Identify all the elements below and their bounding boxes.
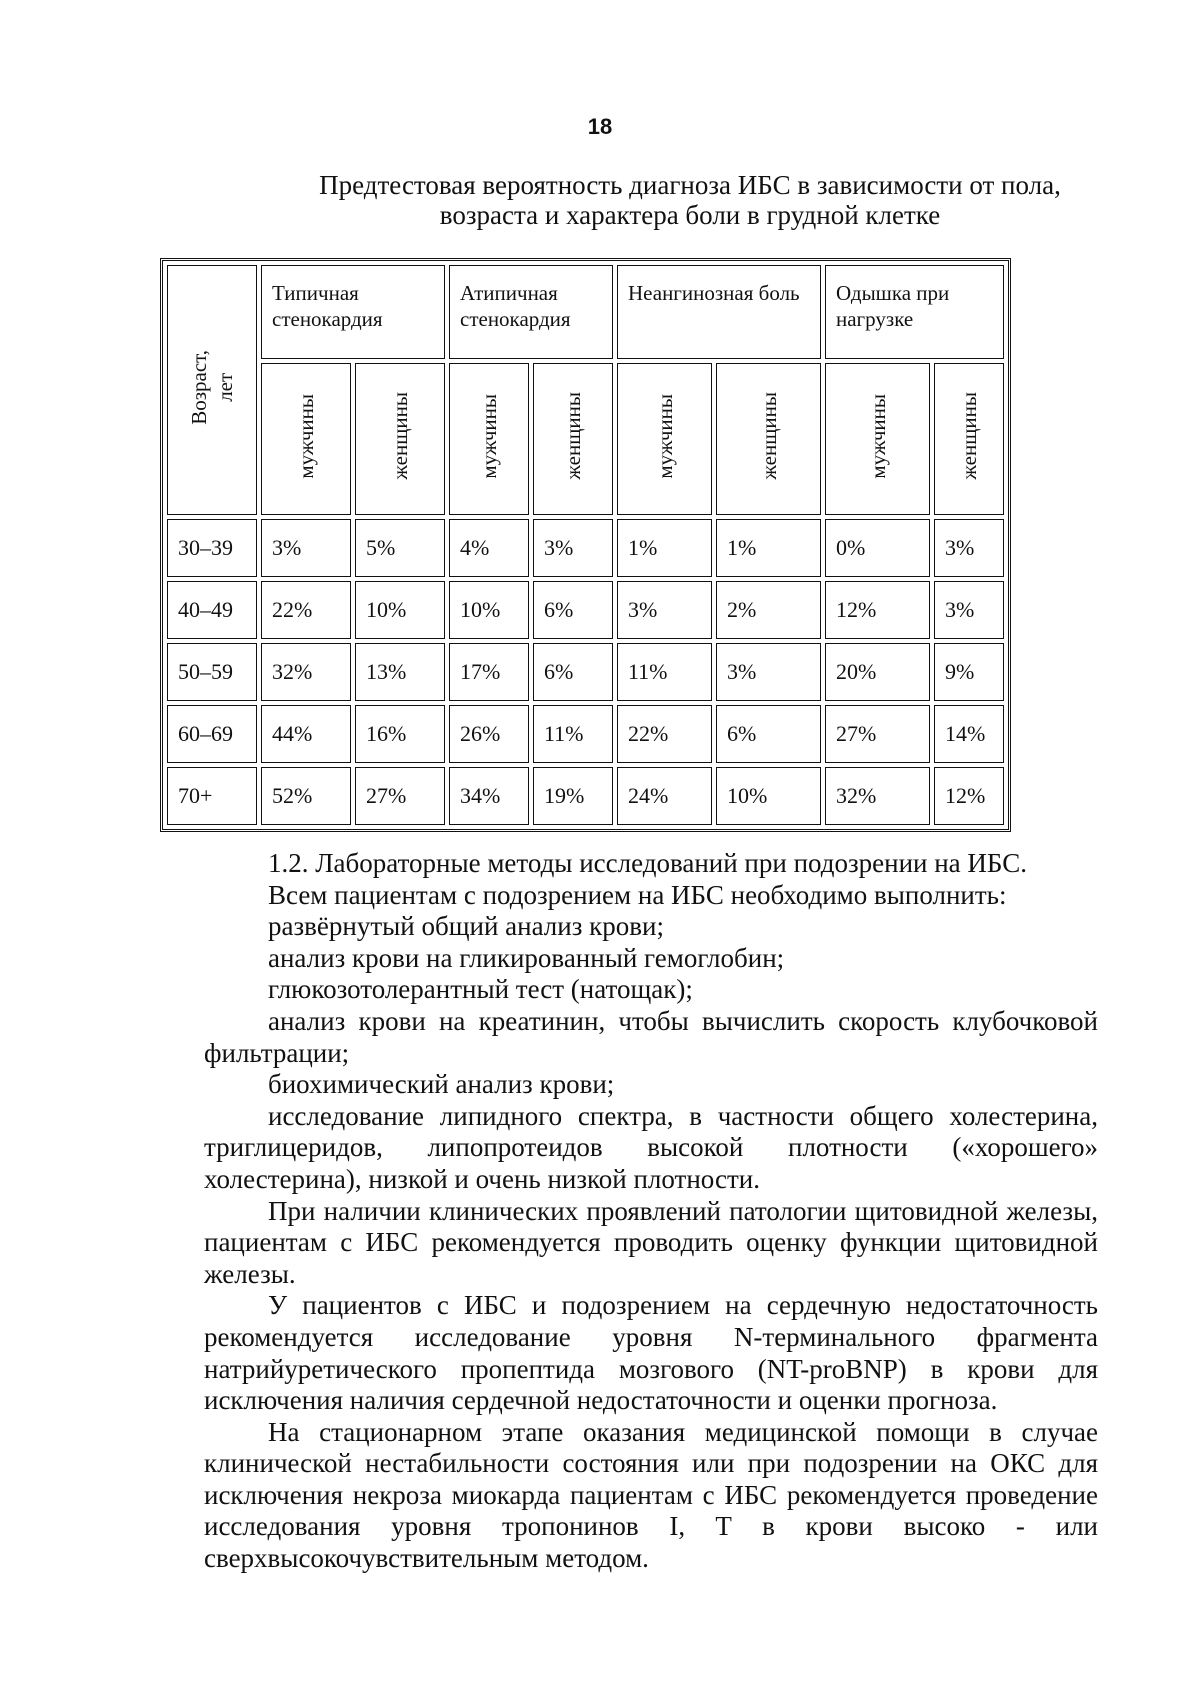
value-cell: 22% [261,581,351,639]
value-cell: 9% [934,643,1004,701]
value-cell: 3% [934,581,1004,639]
body-text [204,848,1098,1575]
value-cell: 44% [261,705,351,763]
age-cell: 50–59 [167,643,257,701]
list-item: биохимический анализ крови; [268,1069,615,1100]
value-cell: 14% [934,705,1004,763]
value-cell: 17% [449,643,529,701]
table-row [167,767,1004,825]
value-cell: 5% [355,519,445,577]
value-cell: 1% [617,519,712,577]
value-cell: 24% [617,767,712,825]
value-cell: 32% [825,767,930,825]
table-header-row-groups [167,265,1004,359]
table-row [167,519,1004,577]
group-header-typical: Типичная стенокардия [261,265,445,359]
value-cell: 6% [533,643,613,701]
paragraph-thyroid: При наличии клинических проявлений патологии щитовидной железы, пациентам с ИБС рекомендуется проводить оценку функции щитовидной железы. [204,1195,1098,1289]
probability-table [160,258,1011,832]
sex-header-women: женщины [716,363,821,515]
value-cell: 27% [825,705,930,763]
group-header-non-anginal: Неангинозная боль [617,265,821,359]
age-cell: 70+ [167,767,257,825]
value-cell: 3% [934,519,1004,577]
table-row [167,643,1004,701]
table-title-line1: Предтестовая вероятность диагноза ИБС в зависимости от пола, [319,170,1061,200]
value-cell: 6% [716,705,821,763]
value-cell: 32% [261,643,351,701]
value-cell: 0% [825,519,930,577]
value-cell: 34% [449,767,529,825]
group-header-atypical: Атипичная стенокардия [449,265,613,359]
paragraph-heart-failure: У пациентов с ИБС и подозрением на сердечную недостаточность рекомендуется исследование уровня N-терминального фрагмента натрийуретического пропептида мозгового (NT-proBNP) в крови для исключения наличия сердечной недостаточности и оценки прогноза. [204,1290,1098,1416]
table-title-line2: возраста и характера боли в грудной клетке [439,200,941,230]
list-item: исследование липидного спектра, в частности общего холестерина, триглицеридов, липопротеидов высокой плотности («хорошего» холестерина), низкой и очень низкой плотности. [204,1100,1098,1194]
value-cell: 10% [355,581,445,639]
value-cell: 12% [825,581,930,639]
sex-header-men: мужчины [261,363,351,515]
list-item: развёрнутый общий анализ крови; [268,911,664,942]
value-cell: 27% [355,767,445,825]
section-heading: 1.2. Лабораторные методы исследований при подозрении на ИБС. [268,848,1027,878]
table-title [300,170,1080,230]
value-cell: 10% [716,767,821,825]
value-cell: 3% [716,643,821,701]
table-row [167,705,1004,763]
value-cell: 22% [617,705,712,763]
paragraph-troponin: На стационарном этапе оказания медицинской помощи в случае клинической нестабильности состояния или при подозрении на ОКС для исключения некроза миокарда пациентам с ИБС рекомендуется проведение исследования уровня тропонинов I, T в крови высоко - или сверхвысокочувствительным методом. [204,1416,1098,1574]
group-header-dyspnea: Одышка при нагрузке [825,265,1004,359]
sex-header-men: мужчины [449,363,529,515]
table-header-row-sex [167,363,1004,515]
value-cell: 12% [934,767,1004,825]
value-cell: 13% [355,643,445,701]
sex-header-men: мужчины [617,363,712,515]
age-cell: 60–69 [167,705,257,763]
page-number: 18 [587,114,613,139]
intro-paragraph: Всем пациентам с подозрением на ИБС необходимо выполнить: [268,879,1007,910]
value-cell: 1% [716,519,821,577]
value-cell: 3% [261,519,351,577]
age-cell: 40–49 [167,581,257,639]
value-cell: 16% [355,705,445,763]
list-item: глюкозотолерантный тест (натощак); [268,974,693,1005]
value-cell: 6% [533,581,613,639]
value-cell: 3% [617,581,712,639]
value-cell: 11% [533,705,613,763]
table-row [167,581,1004,639]
value-cell: 2% [716,581,821,639]
value-cell: 20% [825,643,930,701]
value-cell: 4% [449,519,529,577]
value-cell: 3% [533,519,613,577]
list-item: анализ крови на креатинин, чтобы вычислить скорость клубочковой фильтрации; [204,1005,1098,1068]
value-cell: 26% [449,705,529,763]
value-cell: 52% [261,767,351,825]
age-cell: 30–39 [167,519,257,577]
sex-header-women: женщины [934,363,1004,515]
value-cell: 19% [533,767,613,825]
sex-header-women: женщины [355,363,445,515]
list-item: анализ крови на гликированный гемоглобин; [268,942,785,973]
age-header: Возраст, лет [167,265,257,515]
value-cell: 11% [617,643,712,701]
sex-header-men: мужчины [825,363,930,515]
sex-header-women: женщины [533,363,613,515]
value-cell: 10% [449,581,529,639]
